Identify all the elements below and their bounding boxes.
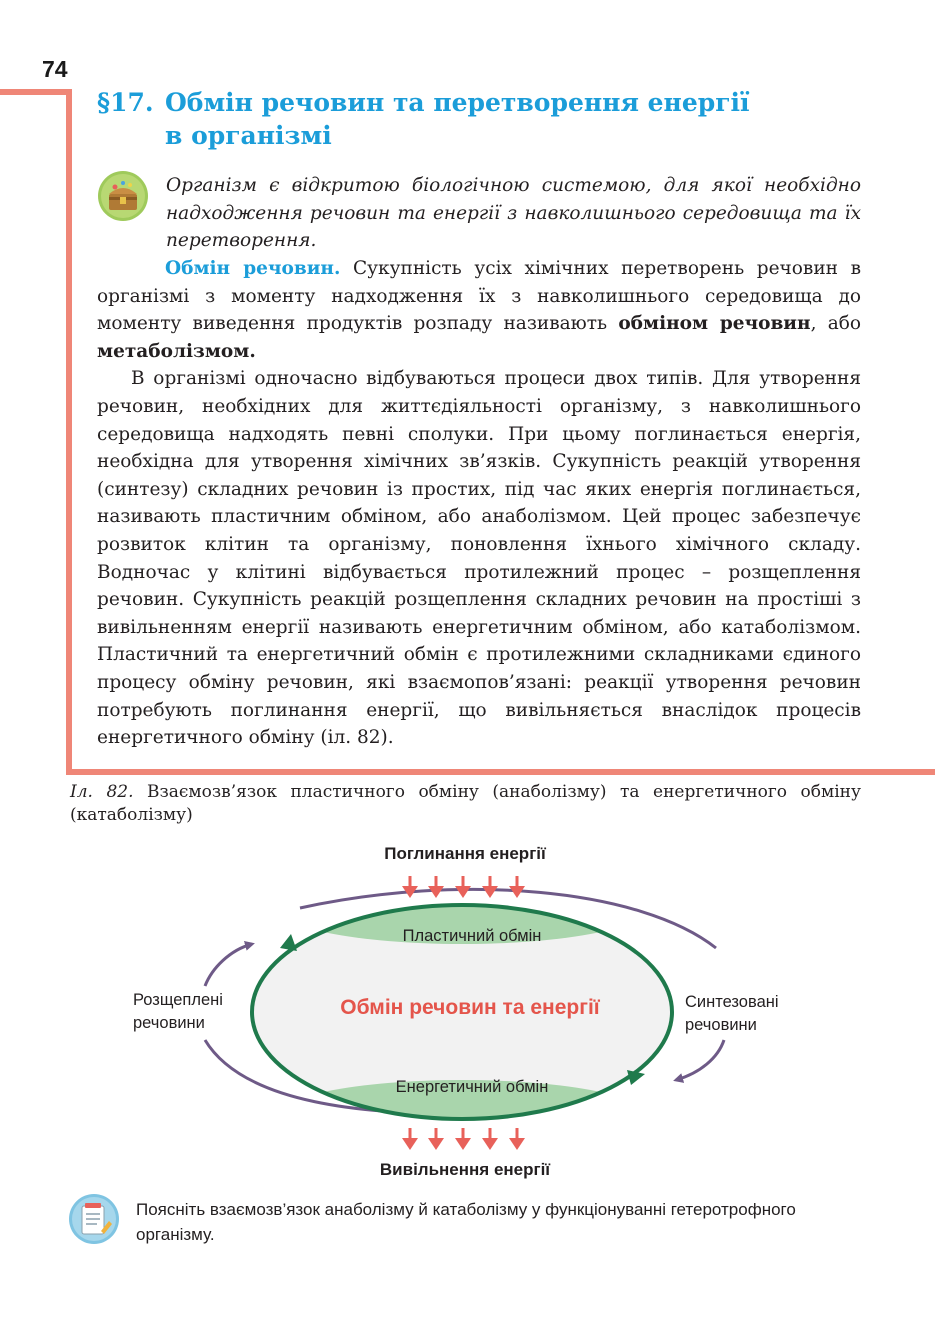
- energy-exchange-label: Енергетичний обмін: [395, 1078, 549, 1096]
- ellipse-arrowhead-bottom: [627, 1070, 645, 1085]
- review-question: Поясніть взаємозв’язок анаболізму й катаболізму у функціонуванні гетеротрофного організму.: [136, 1200, 796, 1244]
- treasure-chest-icon: [97, 170, 149, 222]
- metabolism-diagram: [120, 838, 840, 1188]
- paragraph-metabolism: [97, 255, 861, 365]
- intro-text: Організм є відкритою біологічною системою, для якої необхідно надходження речовин та енергії з навколишнього середовища та їх перетворення.: [166, 175, 861, 251]
- synthesized-substances-label: [685, 991, 815, 1037]
- caption-text: Взаємозв’язок пластичного обміну (анаболізму) та енергетичного обміну (катаболізму): [70, 782, 861, 825]
- section-number: §17.: [97, 88, 154, 117]
- synthesized-substances-line1: Синтезовані: [685, 993, 779, 1011]
- body-text: [97, 255, 861, 752]
- plastic-exchange-label: Пластичний обмін: [402, 927, 542, 945]
- ellipse-arrowhead-top: [280, 934, 297, 951]
- page-number: 74: [42, 56, 68, 82]
- split-substances-line2: речовини: [133, 1014, 205, 1032]
- arrow-right-down: [676, 1040, 724, 1080]
- question-notepad-icon: [68, 1193, 120, 1245]
- frame-top-line: [0, 89, 72, 95]
- synthesized-substances-line2: речовини: [685, 1016, 757, 1034]
- paragraph-text-b: , або: [810, 313, 861, 335]
- term-metabolism-2: метаболізмом.: [97, 340, 256, 362]
- energy-out-arrows: [402, 1128, 525, 1150]
- section-title: [97, 86, 897, 152]
- paragraph-text-a: Сукупність усіх хімічних перетворень речовин в організмі з моменту надходження їх з навколишнього середовища до моменту виведення продуктів розпаду називають: [97, 258, 862, 335]
- energy-release-label: Вивільнення енергії: [379, 1160, 551, 1179]
- figure-caption: [70, 781, 861, 827]
- center-label: Обмін речовин та енергії: [340, 996, 600, 1019]
- split-substances-label: [133, 989, 253, 1035]
- term-metabolism-1: обміном речовин: [618, 313, 811, 335]
- energy-absorption-label: Поглинання енергії: [384, 844, 546, 863]
- split-substances-line1: Розщеплені: [133, 991, 223, 1009]
- section-title-line1: Обмін речовин та перетворення енергії: [165, 88, 750, 117]
- arrow-left-up: [205, 944, 252, 986]
- paragraph-processes: В організмі одночасно відбуваються процеси двох типів. Для утворення речовин, необхідних для життєдіяльності організму, з навколишнього середовища надходять певні сполуки. При цьому поглинається енергія, необхідна для утворення хімічних зв’язків. Сукупність реакцій утворення (синтезу) складних речовин із простих, під час яких енергія поглинається, називають пластичним обміном, або анаболізмом. Цей процес забезпечує розвиток клітин та організму, поновлення їхнього хімічного складу. Водночас у клітині відбувається протилежний процес – розщеплення речовин. Сукупність реакцій розщеплення складних речовин на простіші з вивільненням енергії називають енергетичним обміном, або катаболізмом. Пластичний та енергетичний обмін є протилежними складниками єдиного процесу обміну речовин, які взаємопов’язані: реакції утворення речовин потребують поглинання енергії, що вивільняється внаслідок процесів енергетичного обміну (іл. 82).: [97, 368, 861, 749]
- frame-bottom-line: [66, 769, 935, 775]
- section-title-line2: в організмі: [165, 121, 332, 150]
- lead-term: Обмін речовин.: [165, 258, 341, 279]
- caption-label: Іл. 82.: [70, 782, 134, 802]
- frame-left-line: [66, 89, 72, 775]
- energy-in-arrows: [402, 876, 525, 898]
